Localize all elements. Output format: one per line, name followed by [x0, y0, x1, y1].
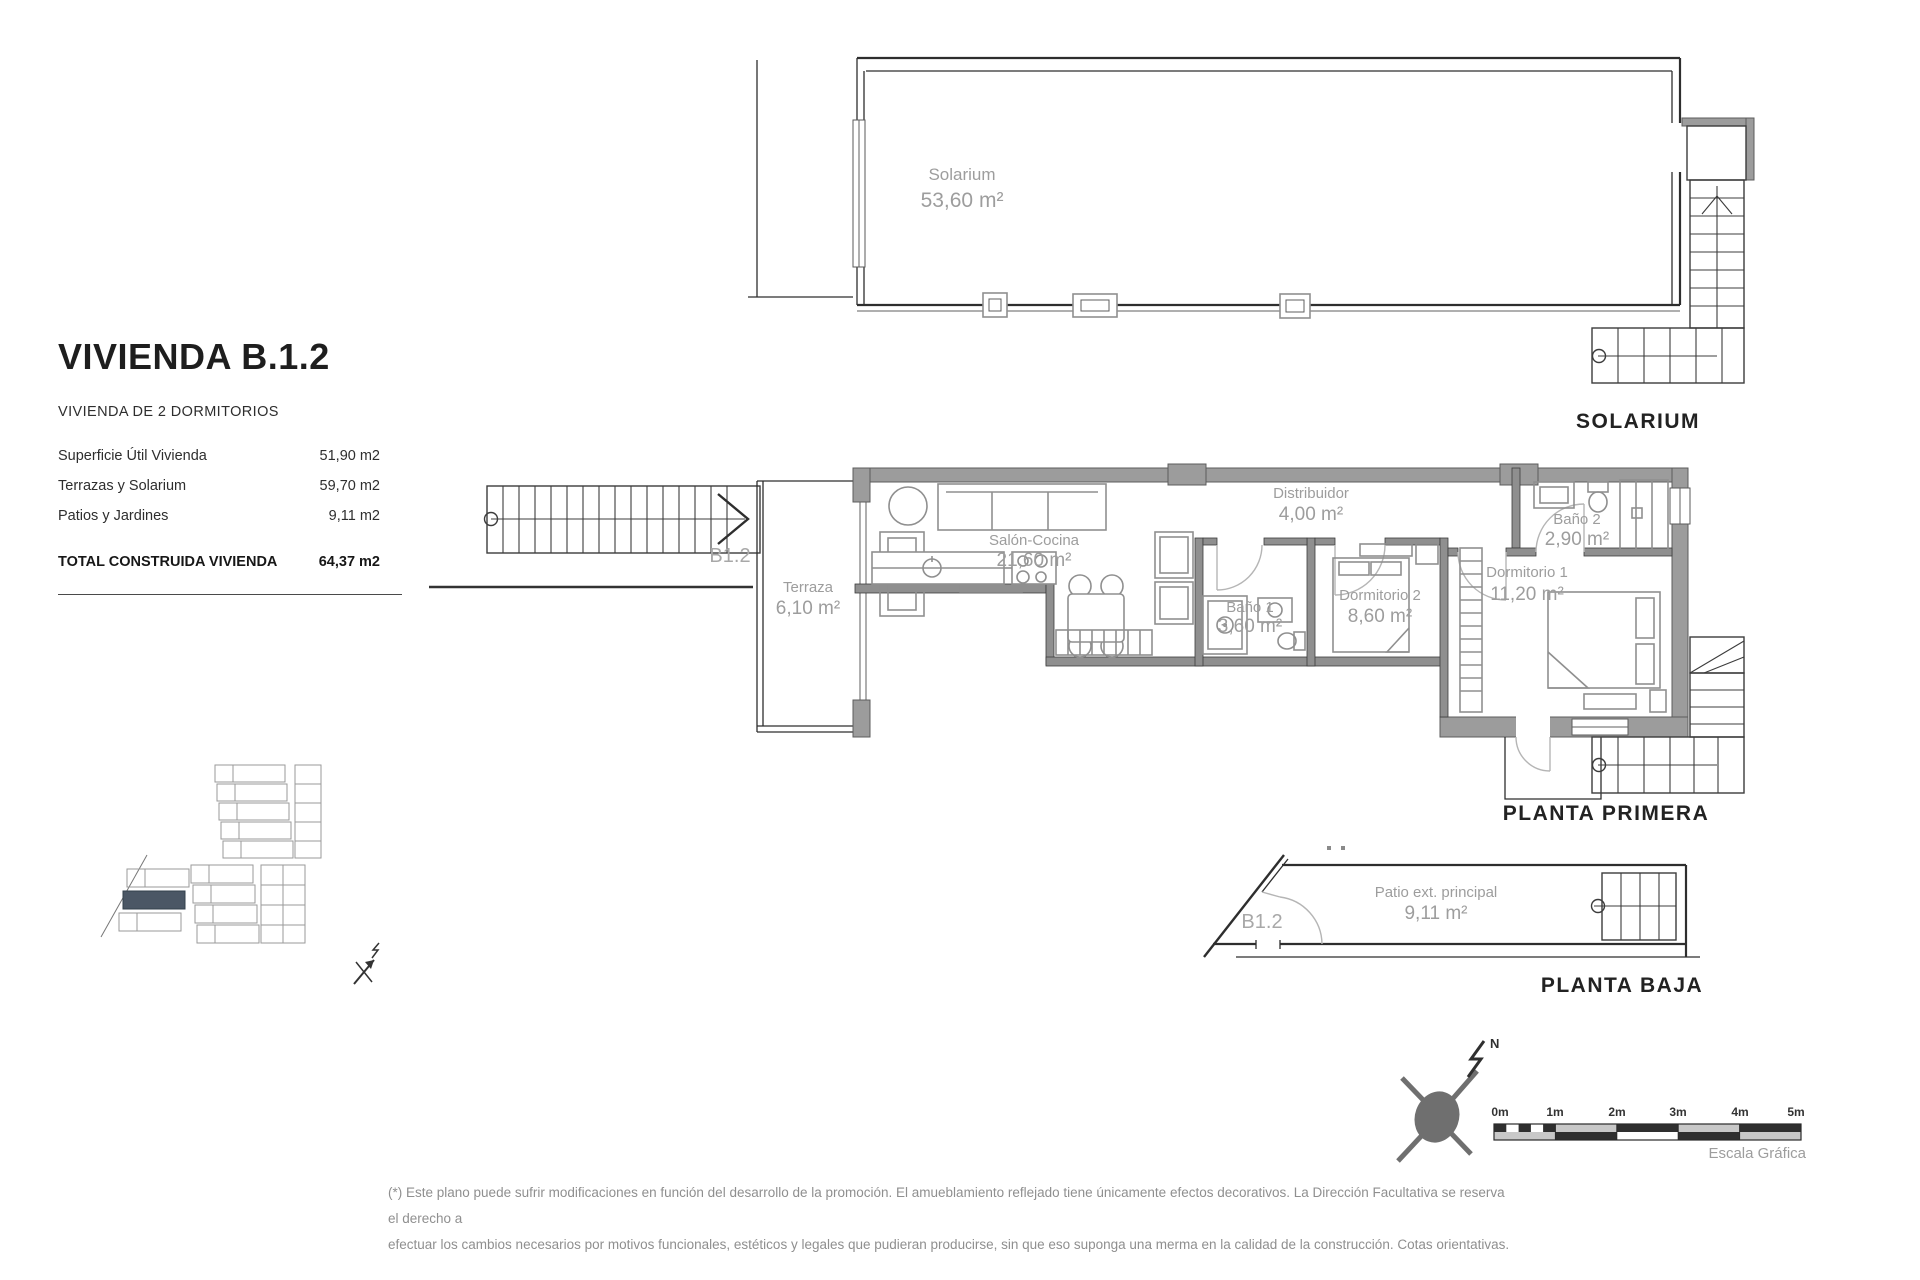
- entry-door-gap: [1516, 715, 1550, 739]
- keyplan-north-icon: [354, 943, 379, 984]
- summary-label: Patios y Jardines: [58, 508, 169, 524]
- summary-label: Terrazas y Solarium: [58, 478, 187, 494]
- room-label-bano2: Baño 2: [1553, 511, 1601, 528]
- disclaimer-line1: (*) Este plano puede sufrir modificaciones en función del desarrollo de la promoción. El amueblamiento reflejado tiene únicamente efectos decorativos. La Dirección Facultativa se reserva el derecho a: [388, 1185, 1505, 1226]
- page-title: VIVIENDA B.1.2: [58, 336, 330, 377]
- planta-primera-plan: [429, 464, 1744, 825]
- scale-tick: 4m: [1731, 1105, 1749, 1119]
- room-label-bano1: Baño 1: [1226, 599, 1274, 616]
- plan-title-baja: PLANTA BAJA: [1540, 974, 1704, 997]
- scale-tick: 1m: [1546, 1105, 1564, 1119]
- scale-bar: [1491, 1105, 1806, 1162]
- room-area-patio: 9,11 m²: [1404, 903, 1468, 924]
- summary-value: 51,90 m2: [319, 448, 380, 464]
- room-area-bano1: 3,60 m²: [1217, 616, 1283, 637]
- exterior-stair-right: [1592, 637, 1744, 793]
- room-area-dormitorio2: 8,60 m²: [1347, 606, 1413, 627]
- site-keyplan: [101, 765, 321, 943]
- north-compass-icon: [1398, 1036, 1499, 1161]
- solarium-stair: [1592, 118, 1754, 383]
- highlighted-unit: [123, 891, 185, 909]
- solarium-plan: [748, 58, 1754, 433]
- scale-tick: 5m: [1787, 1105, 1805, 1119]
- summary-total-value: 64,37 m2: [318, 554, 380, 570]
- room-area-distribuidor: 4,00 m²: [1278, 504, 1344, 525]
- room-label-patio: Patio ext. principal: [1374, 884, 1498, 901]
- summary-total-label: TOTAL CONSTRUIDA VIVIENDA: [58, 554, 278, 570]
- room-label-salon: Salón-Cocina: [988, 532, 1080, 549]
- room-area-salon: 21,60 m²: [996, 550, 1072, 571]
- plan-title-primera: PLANTA PRIMERA: [1502, 802, 1710, 825]
- summary-label: Superficie Útil Vivienda: [58, 448, 207, 464]
- room-label-terraza: Terraza: [782, 579, 834, 596]
- sofa: [938, 484, 1106, 530]
- unit-code-baja: B1.2: [1241, 911, 1283, 933]
- disclaimer: [388, 1180, 1518, 1258]
- room-area-terraza: 6,10 m²: [775, 598, 841, 619]
- bed-dormitorio1: [1548, 592, 1666, 712]
- wardrobe: [1460, 548, 1482, 712]
- scale-tick: 2m: [1608, 1105, 1626, 1119]
- room-label-dormitorio2: Dormitorio 2: [1339, 587, 1421, 604]
- room-area-solarium: 53,60 m²: [920, 189, 1004, 212]
- scale-tick: 3m: [1669, 1105, 1687, 1119]
- planta-baja-plan: [1204, 846, 1703, 997]
- access-stair-left: [485, 486, 761, 553]
- north-label: N: [1490, 1036, 1500, 1051]
- kitchen-counter: [872, 552, 1004, 584]
- disclaimer-line2: efectuar los cambios necesarios por motivos funcionales, estéticos y legales que pudieran producirse, sin que eso suponga una merma en la calidad de la construcción. Cotas orientativas.: [388, 1237, 1510, 1252]
- room-label-dormitorio1: Dormitorio 1: [1486, 564, 1568, 581]
- plan-title-solarium: SOLARIUM: [1576, 410, 1700, 433]
- entry-porch: [1505, 737, 1601, 799]
- room-area-dormitorio1: 11,20 m²: [1490, 584, 1564, 605]
- round-table: [889, 487, 927, 525]
- entry-door-arc: [1516, 737, 1550, 771]
- scale-tick: 0m: [1491, 1105, 1509, 1119]
- summary-value: 9,11 m2: [328, 508, 380, 524]
- unit-code-primera: B1.2: [709, 545, 751, 567]
- kitchen-cabinets: [1155, 532, 1193, 624]
- room-label-solarium: Solarium: [928, 165, 996, 184]
- summary-value: 59,70 m2: [319, 478, 380, 494]
- patio-stair: [1592, 873, 1677, 940]
- room-area-bano2: 2,90 m²: [1544, 529, 1610, 550]
- room-label-distribuidor: Distribuidor: [1273, 485, 1349, 502]
- scale-caption: Escala Gráfica: [1708, 1145, 1806, 1162]
- page-subtitle: VIVIENDA DE 2 DORMITORIOS: [58, 404, 279, 420]
